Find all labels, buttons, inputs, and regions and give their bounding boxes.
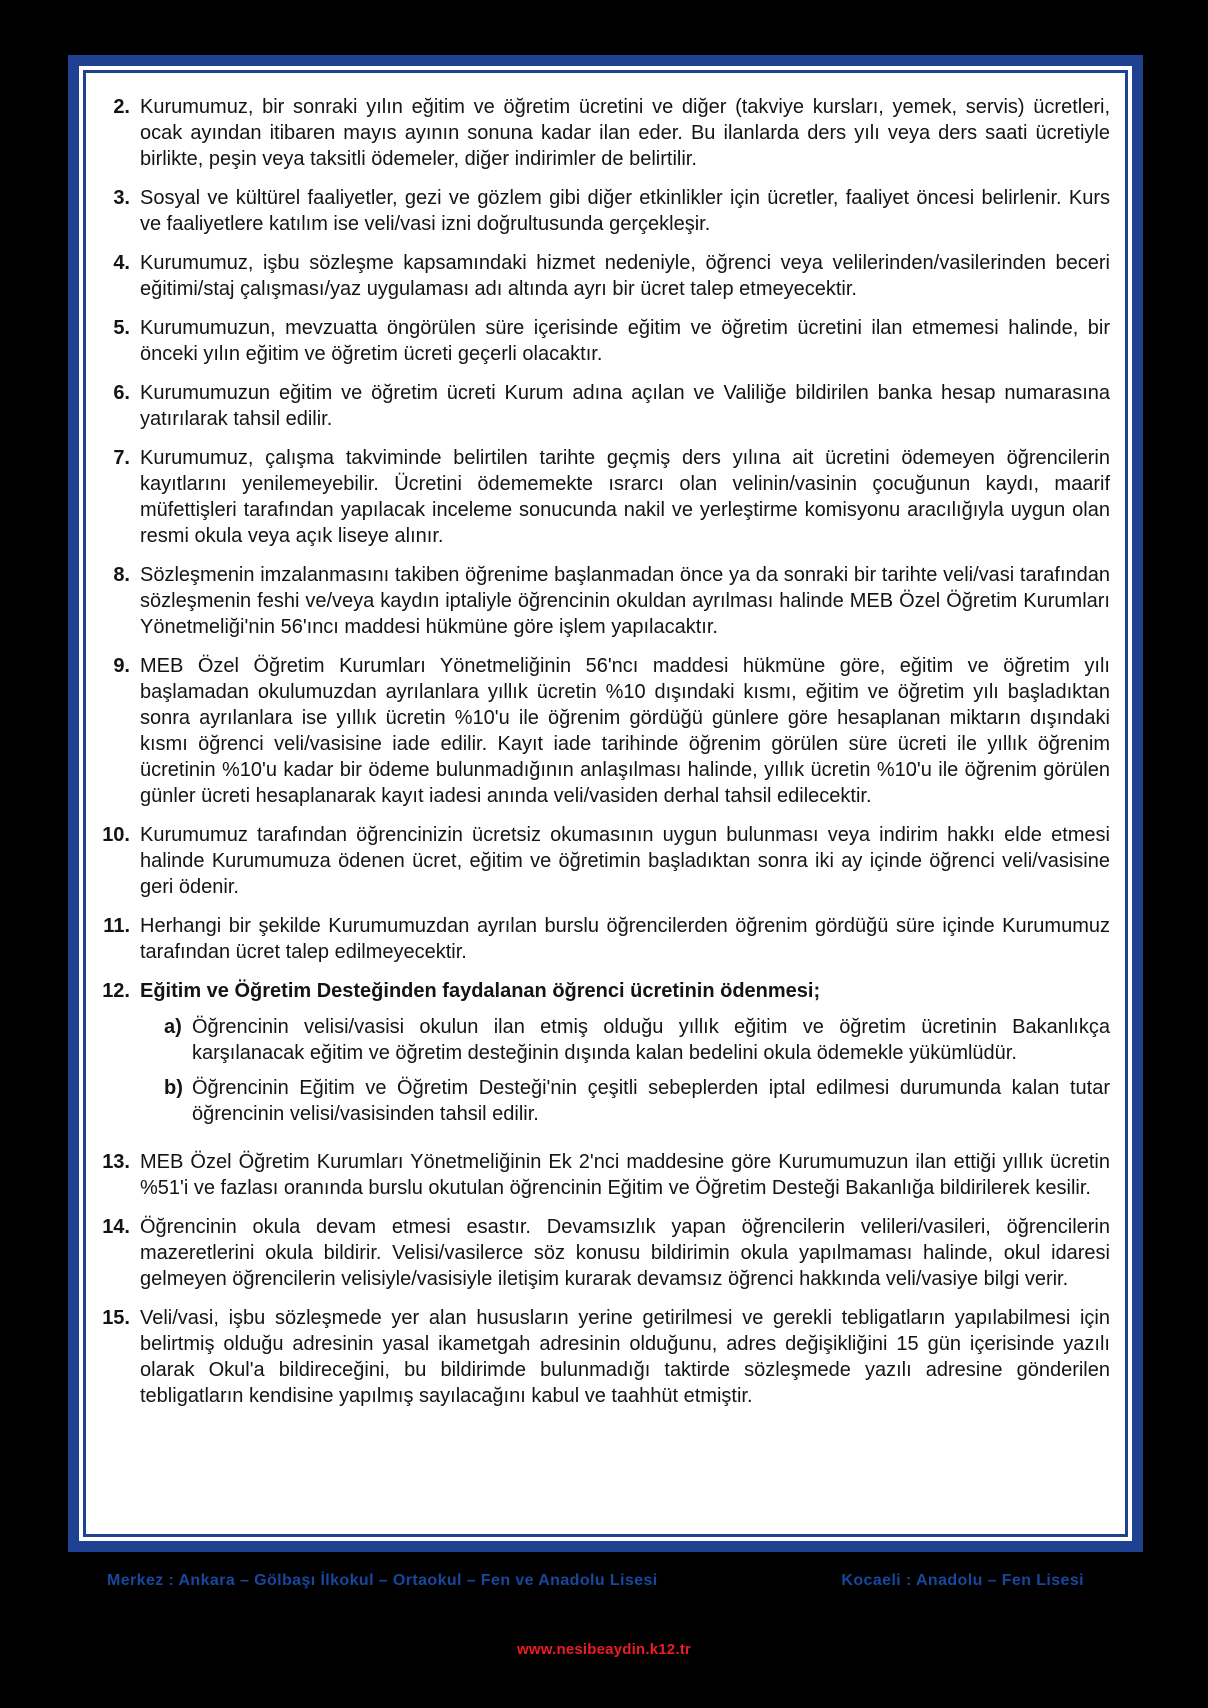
subitem-text: Öğrencinin velisi/vasisi okulun ilan etmiş olduğu yıllık eğitim ve öğretim ücretinin Bakanlıkça karşılanacak eğitim ve öğretim desteğinin dışında kalan bedelini okula ödemekle yükümlüdür. [192, 1016, 1110, 1064]
subitem-b [140, 1075, 1110, 1127]
item-number: 9. [113, 655, 130, 677]
website-url: www.nesibeaydin.k12.tr [517, 1641, 691, 1658]
blue-border-frame [68, 55, 1143, 1552]
contract-item-3 [98, 185, 1110, 237]
subitem-label: a) [164, 1016, 182, 1038]
contract-item-11 [98, 913, 1110, 965]
contract-content-area [83, 70, 1128, 1537]
item-text: Kurumumuzun, mevzuatta öngörülen süre içerisinde eğitim ve öğretim ücretini ilan etmemesi halinde, bir önceki yılın eğitim ve öğretim ücreti geçerli olacaktır. [140, 317, 1110, 365]
contract-item-14 [98, 1214, 1110, 1292]
contract-item-8 [98, 562, 1110, 640]
item-text: MEB Özel Öğretim Kurumları Yönetmeliğinin 56'ncı maddesi hükmüne göre, eğitim ve öğretim yılı başlamadan okulumuzdan ayrılanlara yıllık ücretin %10 dışındaki kısmı, eğitim ve öğretim yılı başladıktan sonra ayrılanlara ise yıllık ücretin %10'u ile öğrenim gördüğü günlere göre hesaplanan miktarın dışındaki kısmı öğrenci veli/vasisine iade edilir. Kayıt iade tarihinde öğrenim görülen süre ücreti ile yıllık öğrenim ücretinin %10'u kadar bir ödeme bulunmadığının anlaşılması halinde, yıllık ücretin %10'u ile öğrenim görülen günler ücreti hesaplanarak kayıt iadesi anında veli/vasiden derhal tahsil edilecektir. [140, 655, 1110, 807]
item-number: 7. [113, 447, 130, 469]
item-number: 15. [102, 1307, 130, 1329]
contract-item-6 [98, 380, 1110, 432]
contract-item-2 [98, 94, 1110, 172]
item-number: 12. [102, 980, 130, 1002]
item-text: Veli/vasi, işbu sözleşmede yer alan hususların yerine getirilmesi ve gerekli tebligatların yapılabilmesi için belirtmiş olduğu adresinin yasal ikametgah adresinin olduğunu, adres değişikliğini 15 gün içerisinde yazılı olarak Okul'a bildireceğini, bu bildirimde bulunmadığı taktirde sözleşmede yazılı adresine gönderilen tebligatların kendisine yapılmış sayılacağını kabul ve taahhüt etmiştir. [140, 1307, 1110, 1407]
item-number: 6. [113, 382, 130, 404]
item-heading: Eğitim ve Öğretim Desteğinden faydalanan öğrenci ücretinin ödenmesi; [140, 980, 821, 1002]
item-number: 14. [102, 1216, 130, 1238]
item-body [140, 978, 1110, 1136]
item-number: 10. [102, 824, 130, 846]
contract-item-15 [98, 1305, 1110, 1409]
item-number: 13. [102, 1151, 130, 1173]
contract-item-5 [98, 315, 1110, 367]
item-number: 3. [113, 187, 130, 209]
item-text: Kurumumuz, bir sonraki yılın eğitim ve öğretim ücretini ve diğer (takviye kursları, yemek, servis) ücretleri, ocak ayından itibaren mayıs ayının sonuna kadar ilan eder. Bu ilanlarda ders yılı veya ders saati ücretiyle birlikte, peşin veya taksitli ödemeler, diğer indirimler de belirtilir. [140, 96, 1110, 170]
contract-item-4 [98, 250, 1110, 302]
subitem-label: b) [164, 1077, 183, 1099]
item-number: 5. [113, 317, 130, 339]
item-text: Kurumumuz, işbu sözleşme kapsamındaki hizmet nedeniyle, öğrenci veya velilerinden/vasilerinden beceri eğitimi/staj çalışması/yaz uygulaması adı altında ayrı bir ücret talep etmeyecektir. [140, 252, 1110, 300]
item-text: Sözleşmenin imzalanmasını takiben öğrenime başlanmadan önce ya da sonraki bir tarihte veli/vasi tarafından sözleşmenin feshi ve/veya kaydın iptaliyle öğrencinin okuldan ayrılması halinde MEB Özel Öğretim Kurumları Yönetmeliği'nin 56'ıncı maddesi hükmüne göre işlem yapılacaktır. [140, 564, 1110, 638]
subitem-a [140, 1014, 1110, 1066]
item-text: Sosyal ve kültürel faaliyetler, gezi ve gözlem gibi diğer etkinlikler için ücretler, faaliyet öncesi belirlenir. Kurs ve faaliyetlere katılım ise veli/vasi izni doğrultusunda gerçekleşir. [140, 187, 1110, 235]
item-text: Herhangi bir şekilde Kurumumuzdan ayrılan burslu öğrencilerden öğrenim gördüğü süre içinde Kurumumuz tarafından ücret talep edilmeyecektir. [140, 915, 1110, 963]
item-text: Öğrencinin okula devam etmesi esastır. Devamsızlık yapan öğrencilerin velileri/vasileri, öğrencilerin mazeretlerini okula bildirir. Velisi/vasilerce söz konusu bildirimin okula yapılmaması halinde, okul idaresi gelmeyen öğrencilerin velisiyle/vasisiyle iletişim kurarak devamsız öğrenci hakkında veli/vasiye bilgi verir. [140, 1216, 1110, 1290]
subitems-list [140, 1014, 1110, 1127]
contract-items-list [98, 94, 1110, 1409]
item-number: 4. [113, 252, 130, 274]
footer-campus-ankara: Merkez : Ankara – Gölbaşı İlkokul – Ortaokul – Fen ve Anadolu Lisesi [107, 1572, 658, 1589]
contract-item-10 [98, 822, 1110, 900]
footer-campus-kocaeli: Kocaeli : Anadolu – Fen Lisesi [841, 1572, 1084, 1589]
item-text: Kurumumuz tarafından öğrencinizin ücretsiz okumasının uygun bulunması veya indirim hakkı elde etmesi halinde Kurumumuza ödenen ücret, eğitim ve öğretimin başladıktan sonra iki ay içinde öğrenci veli/vasisine geri ödenir. [140, 824, 1110, 898]
contract-item-9 [98, 653, 1110, 809]
item-number: 11. [103, 915, 130, 937]
contract-item-7 [98, 445, 1110, 549]
contract-item-13 [98, 1149, 1110, 1201]
subitem-text: Öğrencinin Eğitim ve Öğretim Desteği'nin çeşitli sebeplerden iptal edilmesi durumunda kalan tutar öğrencinin velisi/vasisinden tahsil edilir. [192, 1077, 1110, 1125]
item-text: Kurumumuz, çalışma takviminde belirtilen tarihte geçmiş ders yılına ait ücretini ödemeyen öğrencilerin kayıtlarını yenilemeyebilir. Ücretini ödememekte ısrarcı olan velinin/vasinin çocuğunun kaydı, maarif müfettişleri tarafından yapılacak inceleme sonucunda nakil ve yerleştirme komisyonu aracılığıyla uygun olan resmi okula veya açık liseye alınır. [140, 447, 1110, 547]
item-number: 2. [113, 96, 130, 118]
contract-item-12 [98, 978, 1110, 1136]
campus-footer [0, 1572, 1208, 1590]
item-text: Kurumumuzun eğitim ve öğretim ücreti Kurum adına açılan ve Valiliğe bildirilen banka hesap numarasına yatırılarak tahsil edilir. [140, 382, 1110, 430]
item-text: MEB Özel Öğretim Kurumları Yönetmeliğinin Ek 2'nci maddesine göre Kurumumuzun ilan ettiği yıllık ücretin %51'i ve fazlası oranında burslu okutulan öğrencinin Eğitim ve Öğretim Desteği Bakanlığa bildirilerek kesilir. [140, 1151, 1110, 1199]
item-number: 8. [113, 564, 130, 586]
